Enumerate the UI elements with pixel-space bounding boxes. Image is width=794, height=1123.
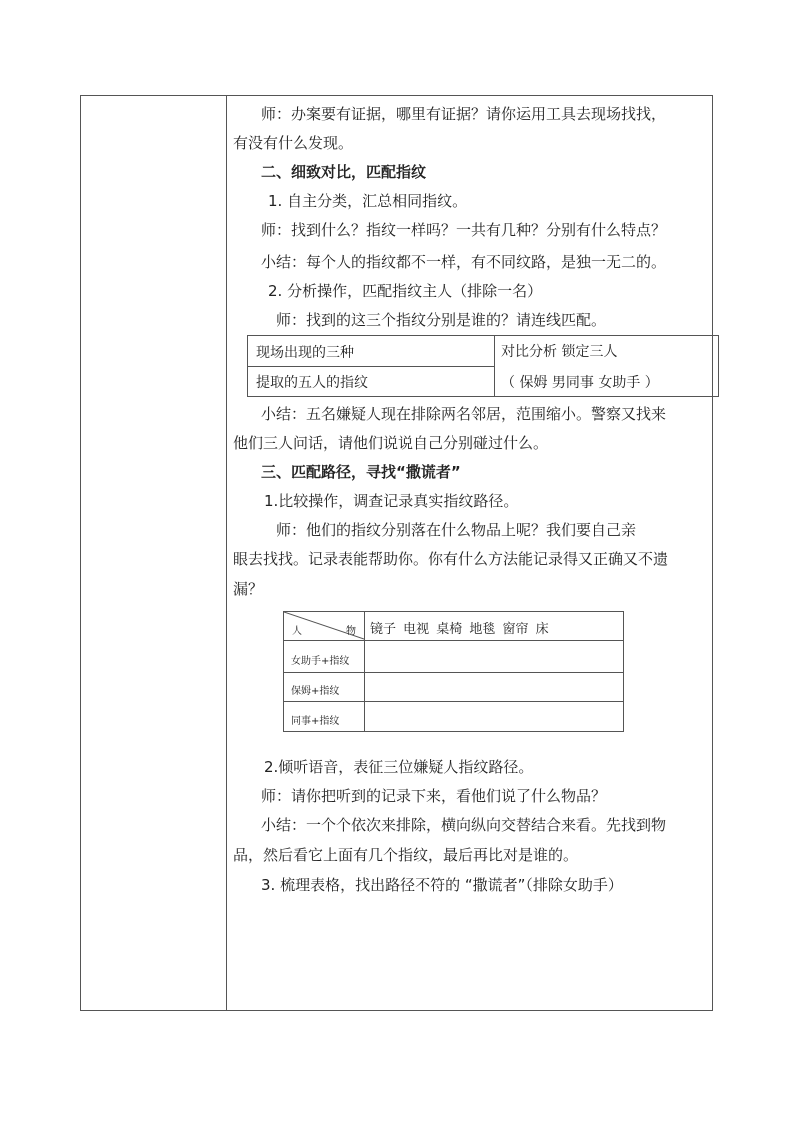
row-label: 同事+指纹 <box>291 716 340 727</box>
table-divider <box>248 366 494 367</box>
paragraph: 小结：一个个依次来排除，横向纵向交替结合来看。先找到物 <box>261 816 667 834</box>
paragraph: 有没有什么发现。 <box>233 134 354 152</box>
paragraph: 师：办案要有证据，哪里有证据？请你运用工具去现场找找， <box>261 105 667 123</box>
table-divider <box>284 640 623 641</box>
paragraph: 师：他们的指纹分别落在什么物品上呢？我们要自己亲 <box>276 521 637 539</box>
section-heading: 二、细致对比，匹配指纹 <box>261 163 427 181</box>
paragraph: 师：请你把听到的记录下来，看他们说了什么物品？ <box>261 787 607 805</box>
fingerprint-match-table <box>247 335 719 397</box>
record-table <box>283 611 624 732</box>
step-item: 3. 梳理表格，找出路径不符的 “撒谎者”（排除女助手） <box>261 876 623 894</box>
row-label: 保姆+指纹 <box>291 686 340 697</box>
header-person-label: 人 <box>292 626 302 637</box>
paragraph: 师：找到什么？指纹一样吗？一共有几种？分别有什么特点？ <box>261 221 667 239</box>
row-label: 女助手+指纹 <box>291 656 350 667</box>
table-divider <box>284 701 623 702</box>
item-list: 镜子 电视 桌椅 地毯 窗帘 床 <box>370 622 549 637</box>
paragraph: 小结：每个人的指纹都不一样，有不同纹路，是独一无二的。 <box>261 253 667 271</box>
paragraph: 他们三人问话，请他们说说自己分别碰过什么。 <box>233 434 549 452</box>
table-cell: （ 保姆 男同事 女助手 ） <box>501 375 659 391</box>
section-heading: 三、匹配路径，寻找“撒谎者” <box>261 463 461 481</box>
step-item: 1.比较操作，调查记录真实指纹路径。 <box>264 492 519 510</box>
paragraph: 品，然后看它上面有几个指纹，最后再比对是谁的。 <box>233 846 579 864</box>
table-cell: 提取的五人的指纹 <box>256 375 368 391</box>
header-item-label: 物 <box>346 626 356 637</box>
step-item: 1. 自主分类，汇总相同指纹。 <box>268 192 468 210</box>
paragraph: 漏？ <box>233 580 264 598</box>
table-cell: 对比分析 锁定三人 <box>501 344 618 360</box>
paragraph: 眼去找找。记录表能帮助你。你有什么方法能记录得又正确又不遗 <box>233 550 669 568</box>
table-divider <box>284 672 623 673</box>
table-cell: 现场出现的三种 <box>256 345 354 361</box>
paragraph: 小结：五名嫌疑人现在排除两名邻居，范围缩小。警察又找来 <box>261 405 667 423</box>
table-divider <box>494 336 495 396</box>
column-divider <box>226 96 227 1010</box>
step-item: 2.倾听语音，表征三位嫌疑人指纹路径。 <box>264 758 534 776</box>
step-item: 2. 分析操作，匹配指纹主人（排除一名） <box>268 282 543 300</box>
paragraph: 师：找到的这三个指纹分别是谁的？请连线匹配。 <box>276 311 607 329</box>
